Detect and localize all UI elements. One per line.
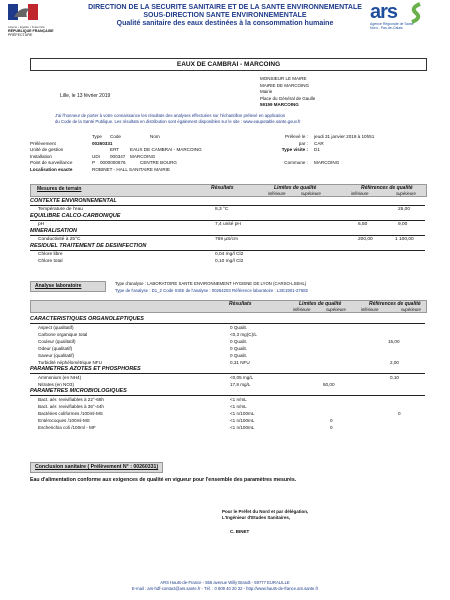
- table-row: [30, 359, 425, 366]
- meta-head-type: Type: [92, 134, 102, 139]
- row-value: 0,10 mg/l Cl2: [215, 259, 244, 264]
- meta-row: [30, 167, 250, 174]
- header-line-1: DIRECTION DE LA SECURITE SANITAIRE ET DE LA SANTE ENVIRONNEMENTALE: [88, 4, 362, 11]
- republique-logo: [8, 4, 60, 37]
- section-title: CONTEXTE ENVIRONNEMENTAL: [30, 198, 117, 204]
- row-value: <1 n/mL: [230, 404, 247, 409]
- ars-swoosh-icon: [408, 2, 424, 24]
- section-title: PARAMETRES MICROBIOLOGIQUES: [30, 388, 127, 394]
- row-name: Chlore libre: [38, 252, 63, 257]
- row-name: Ammonium (en NH4): [38, 375, 82, 380]
- terrain-col-ref: Références de qualité: [361, 185, 413, 191]
- terrain-col-sup: supérieure: [301, 190, 321, 196]
- row-ref-sup: 0,10: [390, 375, 399, 380]
- analysis-header: [30, 300, 427, 313]
- meta-nom: EAUX DE CAMBRAI - MARCOING: [130, 147, 202, 152]
- ars-region: Nord - Pas-de-Calais: [370, 26, 403, 30]
- logo-republique: RÉPUBLIQUE FRANÇAISE: [8, 29, 54, 33]
- meta-head-code: Code: [110, 134, 121, 139]
- marianne-icon: [8, 4, 38, 20]
- row-value: 0 Qualit.: [230, 353, 248, 358]
- meta-label: Installation: [30, 153, 52, 159]
- row-name: Aspect (qualitatif): [38, 325, 74, 330]
- table-row: [30, 324, 425, 331]
- row-name: Chlore total: [38, 259, 63, 264]
- terrain-col-result: Résultats: [211, 185, 234, 191]
- analysis-col-sup: supérieure: [326, 306, 346, 312]
- meta-type: P: [92, 160, 96, 165]
- row-ref-sup: 9,00: [398, 222, 408, 227]
- table-row: [30, 258, 425, 265]
- header-block: [75, 4, 375, 28]
- header-line-3: Qualité sanitaire des eaux destinées à la consommation humaine: [116, 20, 334, 27]
- terrain-title: Mesures de terrain: [37, 186, 82, 192]
- row-name: pH: [38, 222, 45, 227]
- row-value: 17,8 mg/L: [230, 382, 251, 387]
- meta-code: 0000000676: [100, 160, 126, 165]
- table-row: [30, 345, 425, 352]
- row-value: <1 n/100mL: [230, 411, 255, 416]
- row-ref-sup: 15,00: [388, 339, 400, 344]
- meta-code: 000347: [110, 153, 126, 159]
- meta-r-value: jeudi 31 janvier 2019 à 10h51: [314, 134, 375, 139]
- intro-line-1: J'ai l'honneur de porter à votre connaissance les résultats des analyses effectuées sur l'échantillon prélevé en application: [55, 113, 286, 118]
- row-value: 0 Qualit.: [230, 346, 248, 351]
- footer: [0, 580, 450, 592]
- row-ref-sup: 25,00: [398, 207, 411, 212]
- table-row: [30, 352, 425, 359]
- row-qual-sup: 0: [330, 418, 333, 423]
- table-row: [30, 403, 425, 410]
- table-row: [30, 236, 425, 243]
- conclusion-text: Eau d'alimentation conforme aux exigences de qualité en vigueur pour l'ensemble des paramètres mesurés.: [30, 477, 297, 483]
- table-row: [30, 206, 425, 213]
- conclusion-title: Conclusion sanitaire ( Prélèvement N° : 00260331): [30, 462, 163, 473]
- row-value: <1 n/100mL: [230, 425, 255, 430]
- row-value: 0,31 NFU: [230, 360, 250, 365]
- intro-text: [55, 113, 425, 124]
- row-ref-sup: 0: [398, 411, 401, 416]
- terrain-header: [30, 184, 427, 197]
- footer-address: ARS Hauts-de-France - 556 avenue Willy Brandt - 59777 EURALILLE: [160, 580, 290, 585]
- terrain-table: [30, 198, 425, 265]
- row-value: <1 n/mL: [230, 397, 247, 402]
- table-row: [30, 381, 425, 388]
- analysis-col-ref: Références de qualité: [369, 301, 421, 307]
- meta-label: Localisation exacte: [30, 166, 73, 172]
- section-title: MINERALISATION: [30, 228, 77, 234]
- meta-code: ROBINET - HALL SANITAIRE MAIRIE: [92, 166, 171, 172]
- row-name: Bactéries coliformes /100ml-MS: [38, 411, 103, 416]
- row-name: Carbone organique total: [38, 332, 88, 337]
- footer-contact: E-mail : ars-hdf-contact@ars.sante.fr - Tél. : 0 809 40 20 32 - http://www.hauts-de-france.ars.sante.fr: [131, 586, 319, 591]
- analysis-col-inf: inférieure: [293, 306, 311, 312]
- table-row: [30, 338, 425, 345]
- row-value: <1 n/100mL: [230, 418, 255, 423]
- address-block: [260, 76, 410, 109]
- address-line-3: Mairie: [260, 89, 273, 94]
- logo-motto: Liberté • Égalité • Fraternité: [8, 25, 45, 29]
- table-row: [30, 417, 425, 424]
- row-name: Entérocoques /100ml-MS: [38, 418, 90, 423]
- meta-r-value: CAR: [314, 140, 324, 146]
- meta-nom: CENTRE BOURG: [140, 160, 178, 165]
- section-title: PARAMETRES AZOTES ET PHOSPHORES: [30, 366, 141, 372]
- table-row: [30, 374, 425, 381]
- signature-name: C. BINET: [230, 529, 250, 534]
- row-ref-inf: 200,00: [358, 237, 373, 242]
- analysis-col-inf2: inférieure: [361, 306, 379, 312]
- terrain-col-inf2: inférieure: [351, 190, 369, 196]
- labo-block: [30, 281, 425, 297]
- meta-r-label: Type visite :: [281, 147, 308, 152]
- meta-r-value: D1: [314, 147, 320, 152]
- terrain-col-inf: inférieure: [268, 190, 286, 196]
- letter-date: Lille, le 13 février 2019: [60, 93, 111, 99]
- logo-prefecture: PRÉFECTURE: [8, 33, 33, 37]
- meta-code: ERT: [110, 147, 120, 152]
- meta-r-label: par :: [298, 140, 308, 146]
- meta-type: UDI: [92, 153, 100, 159]
- row-name: Turbidité néphélométrique NFU: [38, 360, 102, 365]
- table-row: [30, 251, 425, 258]
- row-name: Odeur (qualitatif): [38, 346, 73, 351]
- analysis-table: [30, 316, 425, 431]
- signature-block: [222, 509, 372, 535]
- meta-right: [250, 134, 430, 167]
- row-qual-sup: 0: [330, 425, 333, 430]
- intro-line-2: du Code de la Santé Publique. Les résultats en distribution sont également disponibles sur le site : www.eaupotable.sante.gouv.fr: [55, 118, 301, 124]
- header-line-2: SOUS-DIRECTION SANTE ENVIRONNEMENTALE: [143, 12, 307, 19]
- terrain-col-qual: Limites de qualité: [274, 185, 317, 191]
- table-row: [30, 331, 425, 338]
- row-value: 7,4 unité pH: [215, 222, 241, 227]
- section-title: CARACTERISTIQUES ORGANOLEPTIQUES: [30, 316, 144, 322]
- row-value: 769 µS/cm: [215, 237, 239, 242]
- address-line-1: MONSIEUR LE MAIRE: [260, 76, 307, 81]
- labo-line-1: Type d'analyse : LABORATOIRE SANTE ENVIRONNEMENT HYGIENE DE LYON (CARSO-LSEHL): [115, 281, 307, 286]
- row-value: 0 Qualit.: [230, 325, 248, 330]
- meta-r-label: Commune :: [284, 160, 308, 165]
- table-row: [30, 396, 425, 403]
- analysis-col-qual: Limites de qualité: [299, 301, 342, 307]
- table-row: [30, 410, 425, 417]
- row-name: Saveur (qualitatif): [38, 353, 75, 358]
- row-name: Bact. aér. revivifiables à 22°-68h: [38, 397, 104, 402]
- labo-line-2: Type de l'analyse : D1_2 Code SISE de l'analyse : 00264203 Référence laboratoire : LSE1901-27682: [115, 288, 308, 293]
- signature-line-2: L'Ingénieur d'Etudes Sanitaires,: [222, 515, 291, 520]
- row-qual-sup: 50,00: [323, 382, 335, 387]
- meta-r-value: MARCOING: [314, 160, 340, 165]
- address-line-5: 59159 MARCOING: [260, 102, 299, 107]
- section-title: RESIDUEL TRAITEMENT DE DESINFECTION: [30, 243, 147, 249]
- row-name: Escherichia coli /100ml - MF: [38, 425, 96, 430]
- meta-head-nom: Nom: [150, 134, 160, 139]
- meta-label: Unité de gestion: [30, 147, 64, 152]
- meta-label: Prélèvement: [30, 140, 56, 146]
- row-name: Nitrates (en NO3): [38, 382, 74, 387]
- row-name: Température de l'eau: [38, 207, 83, 212]
- page-title: EAUX DE CAMBRAI - MARCOING: [176, 61, 281, 68]
- row-value: 8,3 °C: [215, 207, 229, 212]
- address-line-2: MAIRIE DE MARCOING: [260, 82, 310, 88]
- row-ref-sup: 1 100,00: [395, 237, 414, 242]
- row-ref-sup: 2,00: [390, 360, 399, 365]
- title-bar: [30, 58, 427, 71]
- row-value: <0,3 mg(C)/L: [230, 332, 257, 337]
- section-title: EQUILIBRE CALCO-CARBONIQUE: [30, 213, 121, 219]
- table-row: [30, 221, 425, 228]
- labo-label: Analyse laboratoire: [30, 281, 106, 292]
- row-value: 0 Qualit.: [230, 339, 248, 344]
- row-name: Couleur (qualitatif): [38, 339, 76, 344]
- analysis-col-result: Résultats: [229, 301, 252, 307]
- ars-tagline: Agence Régionale de Santé: [370, 22, 414, 26]
- meta-nom: MARCOING: [130, 153, 156, 159]
- row-name: Conductivité à 25°C: [38, 237, 81, 242]
- row-value: <0,05 mg/L: [230, 375, 254, 380]
- row-value: 0,04 mg/l Cl2: [215, 252, 244, 257]
- analysis-col-sup2: supérieure: [401, 306, 421, 312]
- address-line-4: Place du Général de Gaulle: [260, 95, 316, 101]
- row-name: Bact. aér. revivifiables à 36°-44h: [38, 404, 104, 409]
- terrain-col-sup2: supérieure: [396, 190, 416, 196]
- meta-code: 00260331: [92, 140, 113, 146]
- ars-logo: [370, 2, 440, 36]
- meta-left: [30, 134, 250, 173]
- ars-wordmark: ars: [370, 1, 398, 23]
- table-row: [30, 424, 425, 431]
- meta-r-label: Prélevé le :: [285, 134, 308, 139]
- meta-label: Point de surveillance: [30, 160, 73, 165]
- signature-line-1: Pour le Préfet du Nord et par délégation,: [222, 509, 309, 514]
- row-ref-inf: 6,50: [358, 222, 368, 227]
